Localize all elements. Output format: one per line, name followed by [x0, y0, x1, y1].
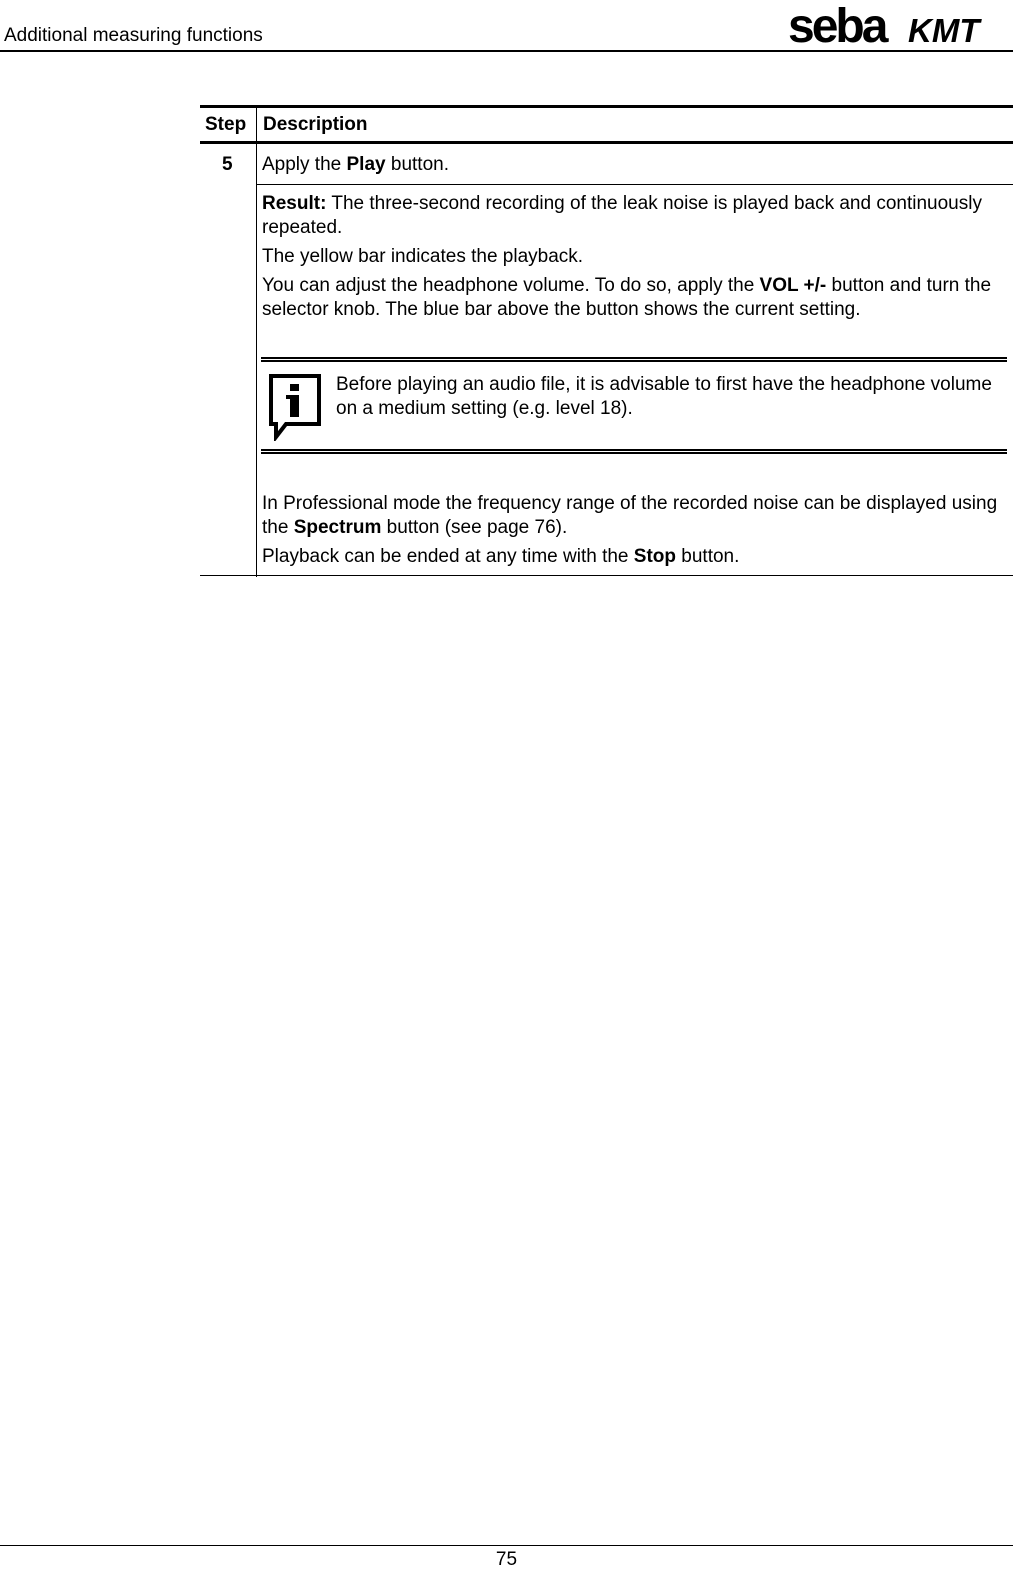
step-action: Apply the Play button. [262, 154, 449, 175]
step-number: 5 [222, 154, 233, 175]
play-button-label: Play [346, 154, 386, 175]
spectrum-button-label: Spectrum [293, 517, 382, 538]
stop-button-label: Stop [633, 546, 676, 567]
result-paragraph: Result: The three-second recording of the leak noise is played back and continuously repeated. [262, 193, 982, 238]
stop-paragraph: Playback can be ended at any time with the Stop button. [262, 546, 740, 567]
svg-text:seba: seba [788, 2, 886, 48]
volume-paragraph: You can adjust the headphone volume. To do so, apply the VOL +/- button and turn the selector knob. The blue bar above the button shows the current setting. [262, 275, 992, 320]
vol-button-label: VOL +/- [759, 275, 827, 296]
column-divider [256, 105, 257, 577]
column-header-step: Step [205, 114, 247, 135]
column-header-description: Description [263, 114, 368, 135]
header-rule [0, 50, 1013, 52]
yellow-bar-paragraph: The yellow bar indicates the playback. [262, 246, 584, 267]
page-number: 75 [495, 1549, 518, 1570]
note-text: Before playing an audio file, it is advisable to first have the headphone volume on a medium setting (e.g. level 18). [336, 374, 992, 419]
row-divider [256, 184, 1013, 185]
section-title: Additional measuring functions [4, 25, 263, 46]
footer-rule [0, 1545, 1013, 1546]
note-bottom-rule [261, 449, 1007, 454]
sebakmt-logo [788, 2, 1014, 48]
table-bottom-rule [200, 575, 1013, 576]
note-top-rule [261, 357, 1007, 362]
info-icon [268, 373, 322, 441]
svg-text:KMT: KMT [908, 12, 980, 48]
professional-mode-paragraph: In Professional mode the frequency range of the recorded noise can be displayed using the Spectrum button (see page 76). [262, 493, 998, 538]
